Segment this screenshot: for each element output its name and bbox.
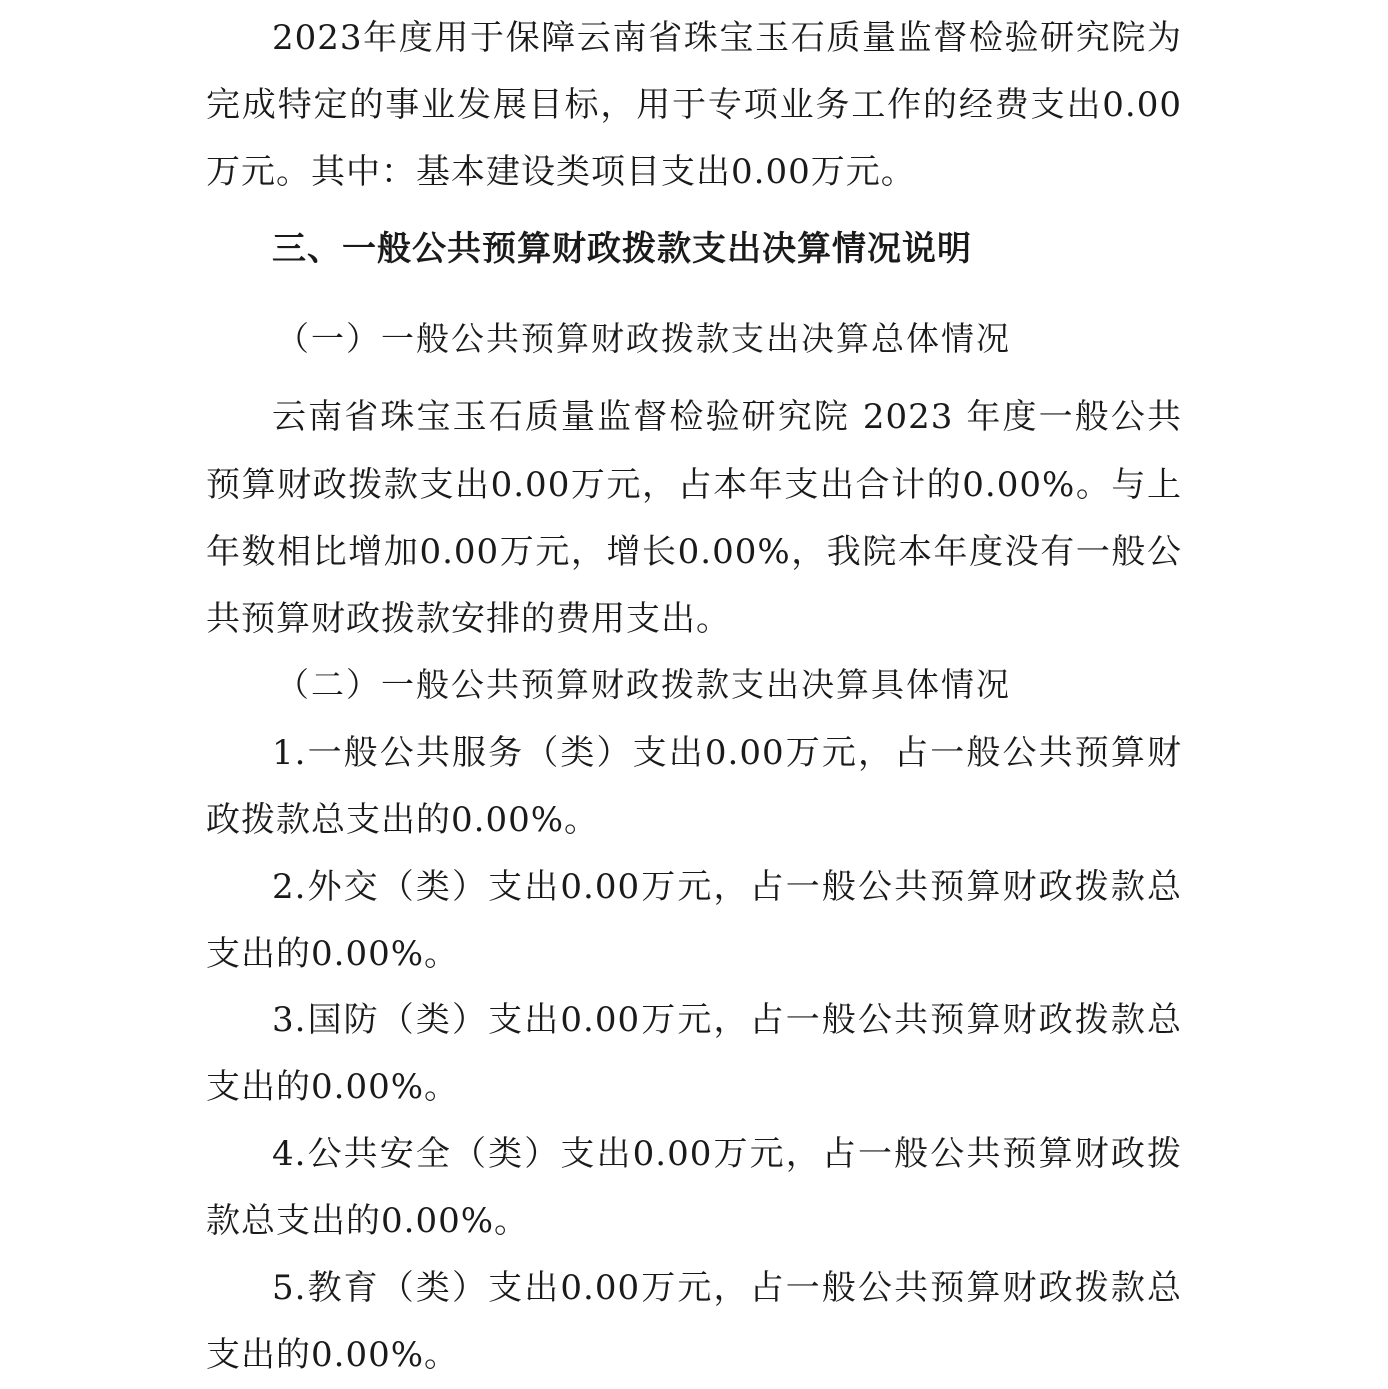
list-item-line: 款总支出的0.00%。 (206, 1201, 530, 1241)
list-item-line: 1.一般公共服务（类）支出0.00万元，占一般公共预算财 (272, 733, 1182, 773)
list-item-line: 4.公共安全（类）支出0.00万元，占一般公共预算财政拨 (272, 1134, 1182, 1174)
list-item-line: 支出的0.00%。 (206, 1335, 460, 1375)
list-item-line: 支出的0.00%。 (206, 1067, 460, 1107)
list-item-line: 2.外交（类）支出0.00万元，占一般公共预算财政拨款总 (272, 867, 1182, 907)
paragraph-line: 云南省珠宝玉石质量监督检验研究院 2023 年度一般公共 (272, 397, 1182, 437)
paragraph-line: 共预算财政拨款安排的费用支出。 (206, 599, 731, 639)
subsection-heading: （二）一般公共预算财政拨款支出决算具体情况 (276, 665, 1011, 704)
section-heading: 三、一般公共预算财政拨款支出决算情况说明 (272, 229, 972, 269)
list-item-line: 支出的0.00%。 (206, 934, 460, 974)
paragraph-line: 完成特定的事业发展目标，用于专项业务工作的经费支出0.00 (206, 85, 1182, 125)
paragraph-line: 预算财政拨款支出0.00万元，占本年支出合计的0.00%。与上 (206, 465, 1182, 505)
paragraph-line: 2023年度用于保障云南省珠宝玉石质量监督检验研究院为 (272, 18, 1182, 58)
subsection-heading: （一）一般公共预算财政拨款支出决算总体情况 (276, 319, 1011, 358)
list-item-line: 政拨款总支出的0.00%。 (206, 800, 600, 840)
paragraph-line: 万元。其中：基本建设类项目支出0.00万元。 (206, 152, 916, 192)
list-item-line: 5.教育（类）支出0.00万元，占一般公共预算财政拨款总 (272, 1268, 1182, 1308)
list-item-line: 3.国防（类）支出0.00万元，占一般公共预算财政拨款总 (272, 1000, 1182, 1040)
paragraph-line: 年数相比增加0.00万元，增长0.00%，我院本年度没有一般公 (206, 532, 1182, 572)
